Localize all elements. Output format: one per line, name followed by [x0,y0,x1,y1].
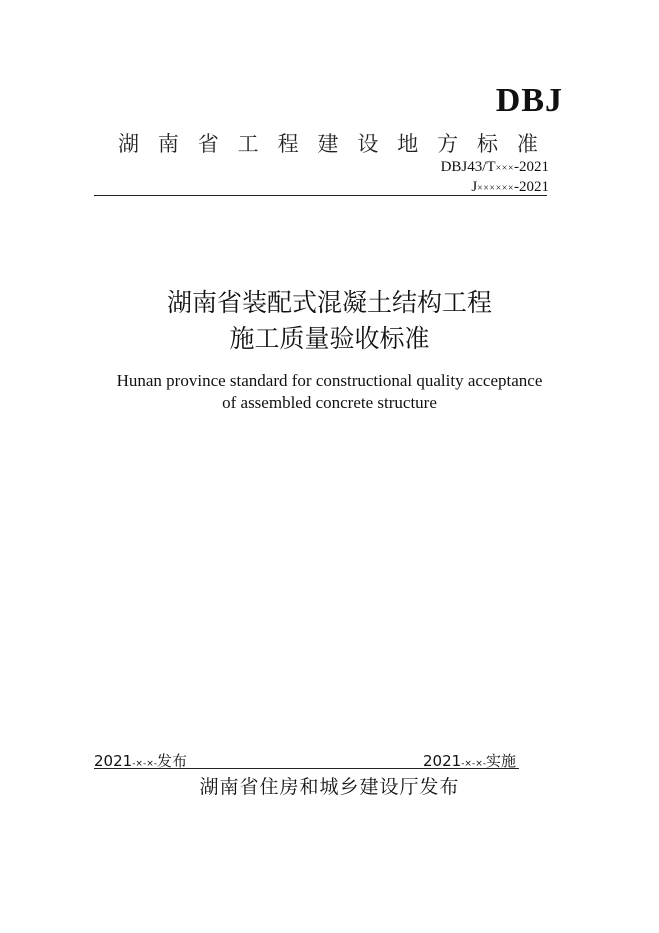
record-code-prefix: J [471,179,478,195]
standard-type [118,128,538,158]
standard-type-char: 准 [516,132,538,156]
title-cn-line2: 施工质量验收标准 [229,324,430,353]
issue-date-placeholder: -×-×- [132,759,158,769]
issue-label: 发布 [157,752,188,770]
effective-date-placeholder: -×-×- [461,759,487,769]
standard-type-char: 南 [157,132,179,156]
standard-type-char: 程 [277,132,299,156]
record-code-placeholder: ×××××× [477,183,514,194]
footer-divider [94,768,519,769]
standard-type-char: 地 [397,132,419,156]
title-cn-line1: 湖南省装配式混凝土结构工程 [166,288,492,317]
standard-type-char: 省 [197,132,219,156]
record-code-suffix: -2021 [514,179,549,195]
header-divider [94,195,547,196]
standard-type-char: 标 [477,132,499,156]
standard-type-char: 方 [437,132,459,156]
issuing-authority: 湖南省住房和城乡建设厅发布 [199,776,460,798]
standard-code-suffix: -2021 [514,159,549,175]
standard-type-char: 湖 [118,132,139,156]
standard-mark: DBJ [495,82,563,119]
standard-type-char: 建 [317,132,339,156]
standard-type-char: 工 [237,132,259,156]
effective-label: 实施 [486,752,517,770]
record-code [471,179,549,196]
standard-type-char: 设 [357,132,379,156]
effective-year: 2021 [423,752,462,770]
title-en-line2: of assembled concrete structure [222,393,437,412]
issue-year: 2021 [94,752,133,770]
title-en-line1: Hunan province standard for constructional quality acceptance [116,371,543,390]
standard-code-prefix: DBJ43/T [440,159,496,175]
standard-code [441,159,549,176]
standard-code-placeholder: ××× [495,163,514,174]
